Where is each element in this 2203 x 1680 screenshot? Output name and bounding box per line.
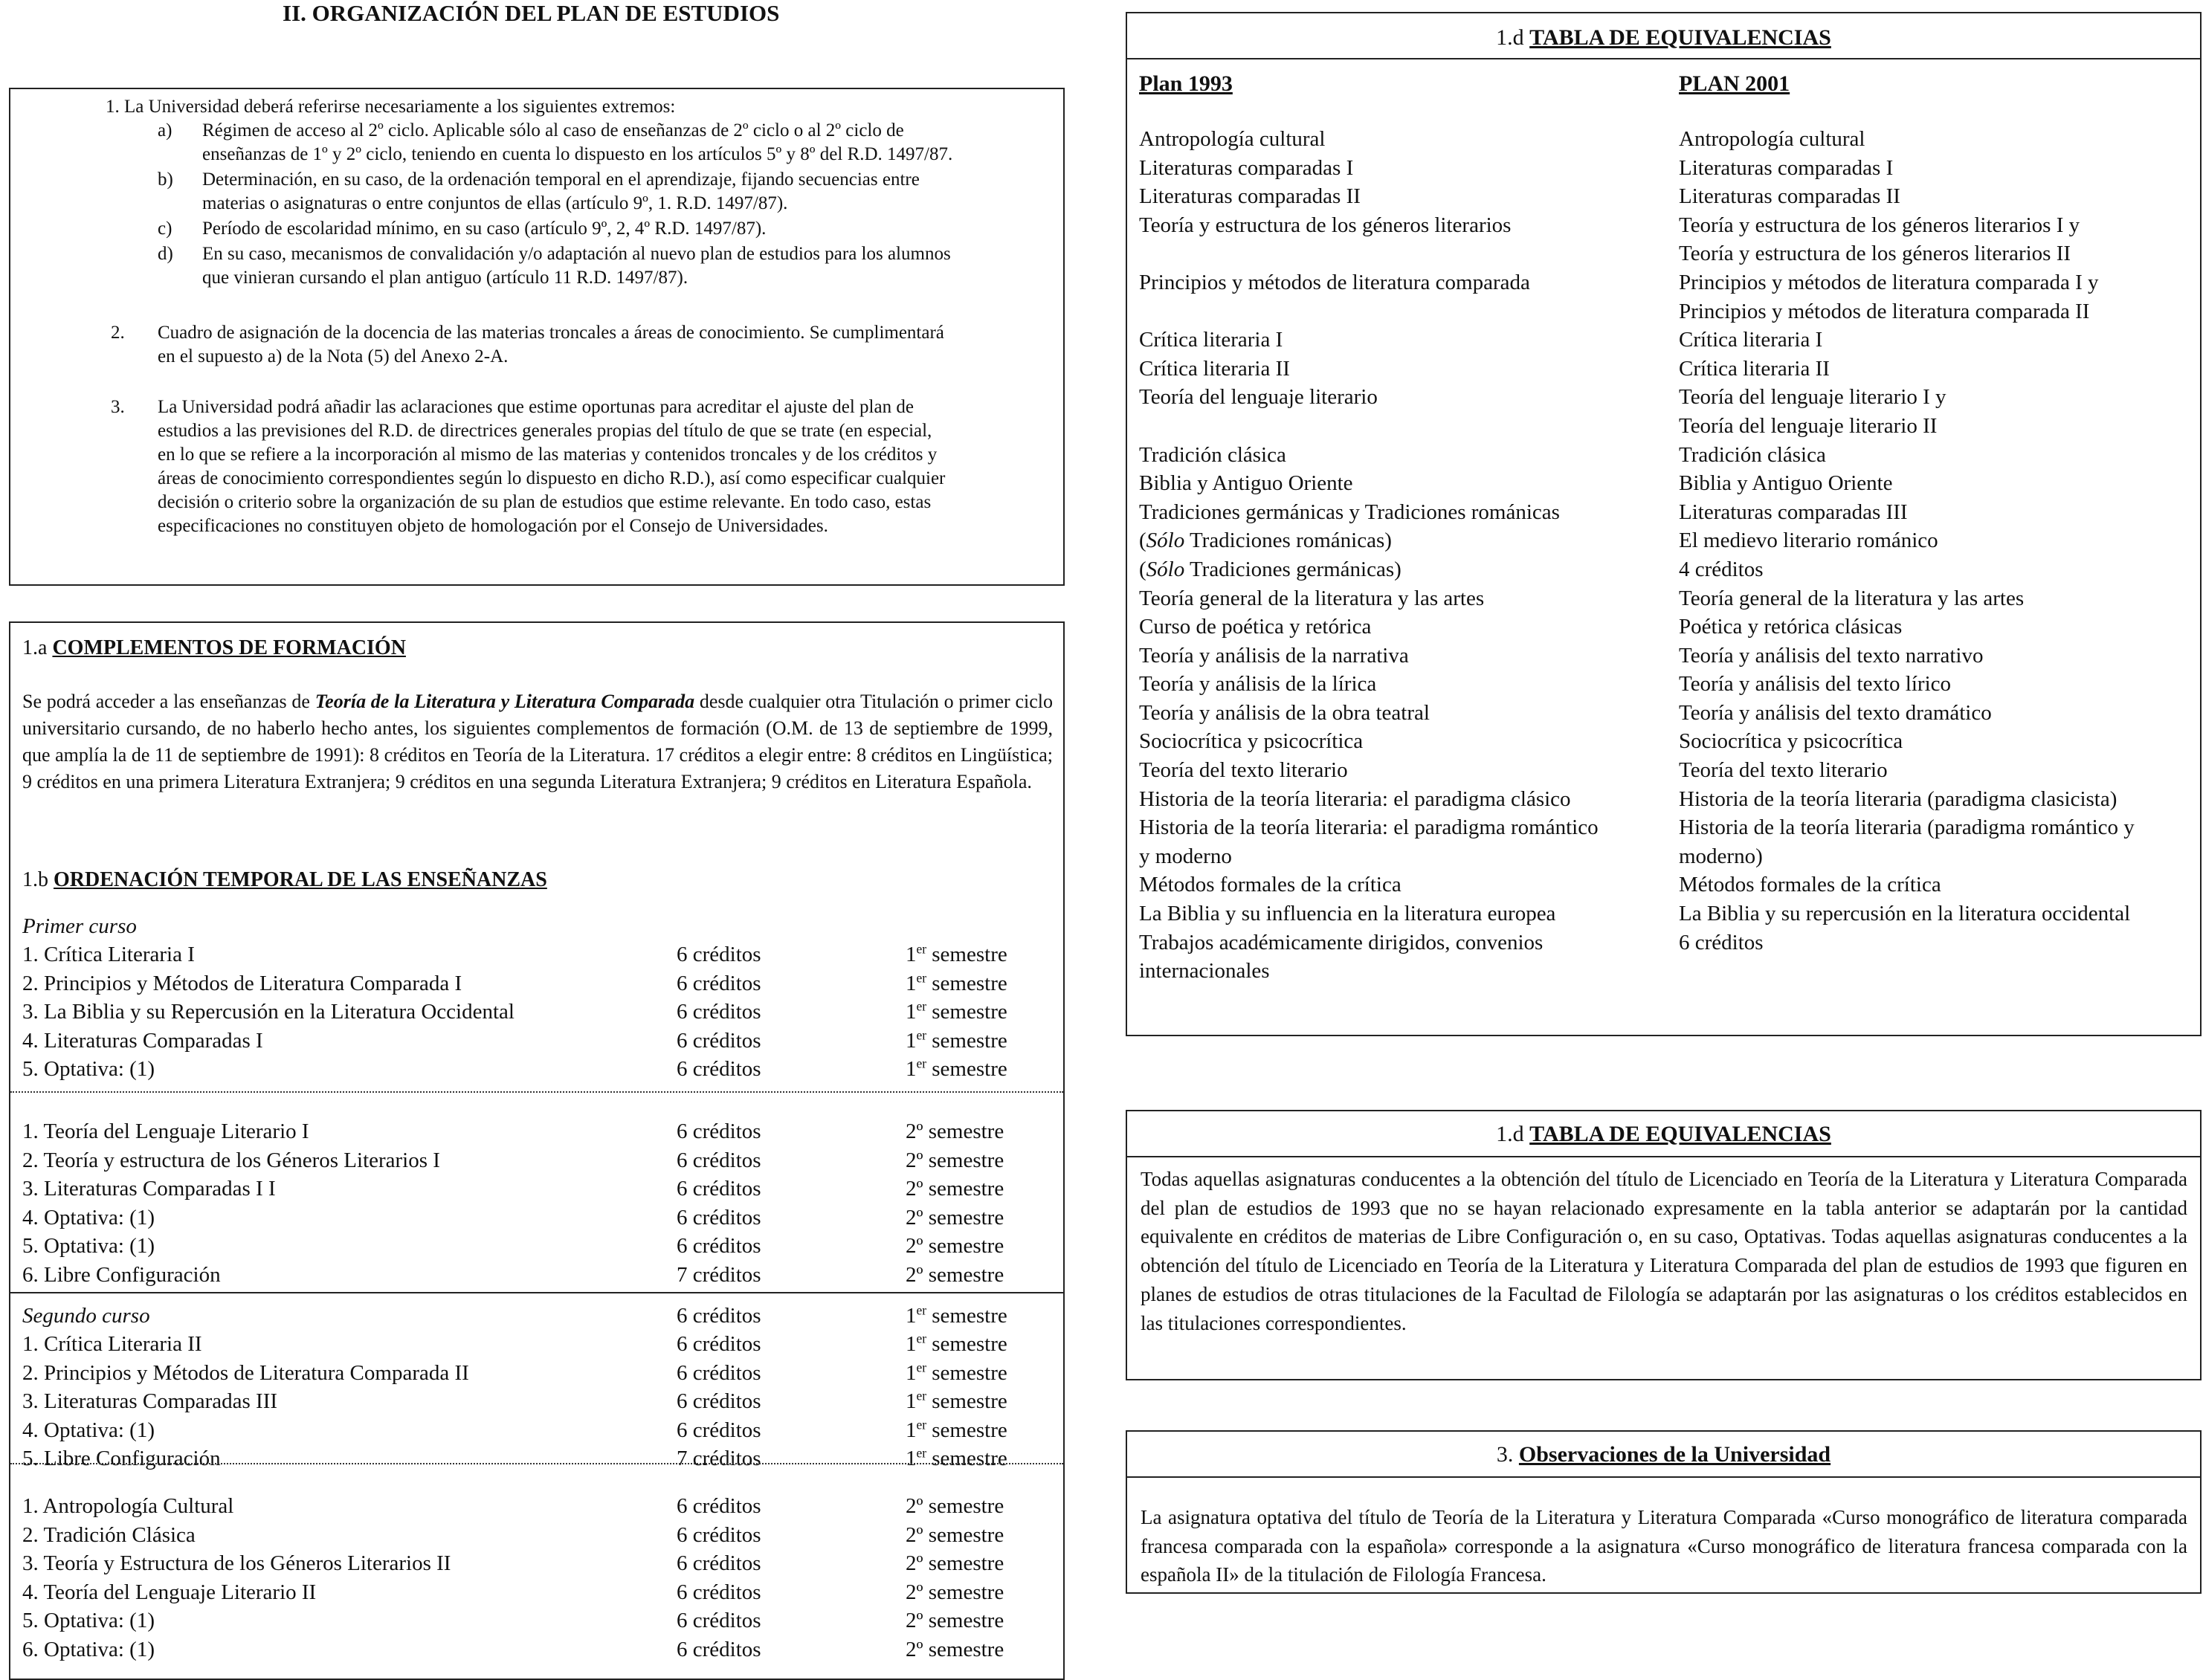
course-semester: 2º semestre [906, 1494, 1004, 1518]
course-row [22, 1636, 1056, 1663]
course-semester: 1er semestre [906, 1417, 1007, 1442]
course-row [22, 1417, 1056, 1444]
ordenacion-heading: 1.b ORDENACIÓN TEMPORAL DE LAS ENSEÑANZAS [22, 868, 547, 891]
ordenacion-title: ORDENACIÓN TEMPORAL DE LAS ENSEÑANZAS [54, 868, 547, 891]
item-text: estudios a las previsiones del R.D. de directrices generales propias del título de que se trate (en especial, [158, 421, 932, 441]
equivalence-line: Teoría y análisis del texto narrativo [1679, 643, 1984, 668]
degree-name: Teoría de la Literatura y Literatura Comparada [315, 691, 695, 712]
item-text: que vinieran cursando el plan antiguo (artículo 11 R.D. 1497/87). [202, 268, 688, 288]
course-semester: 2º semestre [906, 1177, 1004, 1201]
item-text: Período de escolaridad mínimo, en su caso (artículo 9º, 2, 4º R.D. 1497/87). [202, 219, 767, 239]
equivalencias-box [1126, 12, 2202, 1036]
course-row [22, 1056, 1056, 1082]
equivalence-line: Historia de la teoría literaria: el paradigma romántico [1139, 815, 1599, 840]
course-credits: 6 créditos [677, 1028, 761, 1053]
plan-1993-column [1139, 125, 1599, 986]
item-text: Determinación, en su caso, de la ordenación temporal en el aprendizaje, fijando secuencias entre [202, 169, 920, 190]
course-semester: 1er semestre [906, 1359, 1007, 1385]
item-text: en lo que se refiere a la incorporación al mismo de las materias y contenidos troncales y de los créditos y [158, 445, 938, 465]
equivalence-line: Crítica literaria II [1679, 356, 1830, 381]
course-row [22, 1388, 1056, 1415]
course-name: 2. Tradición Clásica [22, 1522, 196, 1547]
equivalence-line: Principios y métodos de literatura comparada [1139, 270, 1530, 294]
equivalence-line: Antropología cultural [1679, 127, 1865, 151]
equivalencias-note-text: Todas aquellas asignaturas conducentes a la obtención del título de Licenciado en Teoría de la Literatura y Literatura Comparada del plan de estudios de 1993 que no se hayan relacionado expresamente en la tabla anterior se adaptarán por la cantidad equivalente en créditos de materias de Libre Configuración o, en su caso, Optativas. Todas aquellas asignaturas conducentes a la obtención del título de Licenciado en Teoría de la Literatura y Literatura Comparada del plan de estudios de 1993 que figuren en planes de estudios de otras titulaciones de la Facultad de Filología se adaptarán por las asignaturas o los créditos establecidos en las titulaciones correspondientes. [1141, 1168, 2187, 1334]
item-text: enseñanzas de 1º y 2º ciclo, teniendo en cuenta lo dispuesto en los artículos 5º y 8º del R.D. 1497/87. [202, 144, 953, 164]
course-row [22, 1147, 1056, 1174]
course-row [22, 1175, 1056, 1202]
course-name: 5. Optativa: (1) [22, 1234, 155, 1259]
complementos-title: COMPLEMENTOS DE FORMACIÓN [52, 636, 406, 659]
course-semester: 2º semestre [906, 1148, 1004, 1172]
equivalence-line: Principios y métodos de literatura comparada II [1679, 299, 2090, 323]
course-credits: 6 créditos [677, 1638, 761, 1661]
course-semester: 1er semestre [906, 1056, 1007, 1082]
course-credits: 6 créditos [677, 1609, 761, 1633]
course-credits: 6 créditos [677, 1205, 761, 1230]
equivalence-line: El medievo literario románico [1679, 529, 1938, 553]
course-semester: 1er semestre [906, 941, 1007, 966]
plan-1993-header: Plan 1993 [1139, 71, 1233, 96]
course-credits: 6 créditos [677, 1000, 761, 1024]
equivalence-line: Sociocrítica y psicocrítica [1679, 729, 1903, 754]
course-name: 3. La Biblia y su Repercusión en la Literatura Occidental [22, 1000, 515, 1024]
course-semester: 1er semestre [906, 998, 1007, 1024]
item-text: áreas de conocimiento correspondientes según lo dispuesto en dicho R.D.), así como especificar cualquier [158, 468, 946, 488]
equivalence-line: moderno) [1679, 844, 1763, 868]
item-label: c) [158, 219, 172, 239]
course-credits: 6 créditos [677, 1148, 761, 1172]
equivalencias-note-title: TABLA DE EQUIVALENCIAS [1529, 1122, 1831, 1146]
course-row [22, 1522, 1056, 1548]
equivalence-line: Sociocrítica y psicocrítica [1139, 729, 1364, 754]
equivalence-line: (Sólo Tradiciones románicas) [1139, 529, 1392, 553]
equivalence-line: Teoría y análisis de la obra teatral [1139, 700, 1430, 725]
equivalence-line: Crítica literaria II [1139, 356, 1290, 381]
course-name: 4. Optativa: (1) [22, 1418, 155, 1442]
item-text: decisión o criterio sobre la organización de su plan de estudios que estime relevante. En todo caso, estas [158, 492, 932, 512]
course-credits: 6 créditos [677, 1389, 761, 1414]
equivalence-line: Literaturas comparadas I [1679, 155, 1894, 180]
course-credits: 6 créditos [677, 971, 761, 995]
item-label: 2. [111, 323, 125, 343]
equivalence-line: internacionales [1139, 959, 1270, 983]
equivalence-line: Historia de la teoría literaria: el paradigma clásico [1139, 786, 1571, 811]
course-name: 1. Crítica Literaria I [22, 943, 195, 966]
equivalence-line: Teoría del lenguaje literario II [1679, 413, 1938, 438]
observaciones-box [1126, 1430, 2202, 1594]
item-label: 3. [111, 397, 125, 417]
course-credits: 6 créditos [677, 1057, 761, 1082]
item-text: en el supuesto a) de la Nota (5) del Anexo 2-A. [158, 346, 509, 366]
equivalence-line: Teoría del lenguaje literario I y [1679, 385, 1946, 410]
course-name: 2. Principios y Métodos de Literatura Comparada II [22, 1360, 469, 1385]
course-credits: 6 créditos [677, 1522, 761, 1547]
equivalence-line: Historia de la teoría literaria (paradigma clasicista) [1679, 786, 2117, 811]
equivalence-line: La Biblia y su repercusión en la literatura occidental [1679, 902, 2131, 926]
course-credits: 6 créditos [677, 1234, 761, 1259]
equivalence-line: Métodos formales de la crítica [1679, 873, 1941, 897]
equivalence-line: Literaturas comparadas II [1139, 184, 1361, 209]
equivalence-line: Curso de poética y retórica [1139, 615, 1372, 639]
course-semester: 2º semestre [906, 1551, 1004, 1576]
equivalence-line: Teoría del lenguaje literario [1139, 385, 1378, 410]
equivalence-line: Literaturas comparadas II [1679, 184, 1900, 209]
course-row [22, 1493, 1056, 1519]
course-row [22, 941, 1056, 968]
course-semester: 2º semestre [906, 1522, 1004, 1547]
course-credits: 7 créditos [677, 1447, 761, 1471]
item-text: La Universidad podrá añadir las aclaraciones que estime oportunas para acreditar el ajuste del plan de [158, 397, 914, 417]
page-title: II. ORGANIZACIÓN DEL PLAN DE ESTUDIOS [283, 0, 780, 26]
course-semester: 2º semestre [906, 1205, 1004, 1230]
course-row [22, 998, 1056, 1025]
divider [10, 1091, 1063, 1093]
equivalence-line: (Sólo Tradiciones germánicas) [1139, 557, 1402, 581]
equivalence-line: Antropología cultural [1139, 127, 1326, 151]
course-semester: 2º semestre [906, 1120, 1004, 1143]
course-credits: 6 créditos [677, 943, 761, 966]
course-credits: 6 créditos [677, 1580, 761, 1604]
equivalence-line: Teoría general de la literatura y las artes [1139, 586, 1485, 610]
course-credits: 7 créditos [677, 1263, 761, 1287]
course-row [22, 1331, 1056, 1357]
course-row [22, 970, 1056, 997]
equivalence-line: 4 créditos [1679, 557, 1764, 581]
equivalence-line: y moderno [1139, 844, 1232, 868]
course-row [22, 1261, 1056, 1288]
equivalence-line: Crítica literaria I [1139, 328, 1283, 352]
equivalence-line: Principios y métodos de literatura comparada I y [1679, 270, 2099, 294]
intro-line: 1. La Universidad deberá referirse necesariamente a los siguientes extremos: [106, 97, 676, 117]
course-name: 2. Principios y Métodos de Literatura Comparada I [22, 971, 462, 995]
equivalence-line: Poética y retórica clásicas [1679, 615, 1903, 639]
course-credits: 6 créditos [677, 1120, 761, 1143]
course-name: 1. Crítica Literaria II [22, 1332, 202, 1356]
equivalence-line: Teoría del texto literario [1679, 758, 1888, 783]
course-row [22, 1579, 1056, 1606]
equivalence-line: Biblia y Antiguo Oriente [1139, 471, 1353, 496]
equivalence-line: Teoría y estructura de los géneros literarios [1139, 213, 1512, 237]
plan-2001-column [1679, 125, 2135, 986]
course-name: 3. Literaturas Comparadas I I [22, 1177, 276, 1201]
course-row [22, 1550, 1056, 1577]
equivalence-line: Tradición clásica [1139, 442, 1286, 467]
course-semester: 1er semestre [906, 1388, 1007, 1414]
course-credits: 6 créditos [677, 1177, 761, 1201]
equivalencias-note-box [1126, 1110, 2202, 1380]
equivalence-line: Crítica literaria I [1679, 328, 1823, 352]
complementos-heading: 1.a COMPLEMENTOS DE FORMACIÓN [22, 636, 406, 659]
equivalencias-title: TABLA DE EQUIVALENCIAS [1529, 25, 1831, 50]
equivalence-line: Teoría y estructura de los géneros literarios I y [1679, 213, 2080, 237]
course-semester: 2º semestre [906, 1638, 1004, 1661]
course-name: 4. Teoría del Lenguaje Literario II [22, 1580, 317, 1604]
course-credits: 6 créditos [677, 1494, 761, 1518]
equivalence-line: Literaturas comparadas I [1139, 155, 1354, 180]
course-semester: 2º semestre [906, 1580, 1004, 1604]
equivalence-line [1139, 412, 1599, 441]
equivalence-line: Historia de la teoría literaria (paradigma romántico y [1679, 815, 2135, 840]
plan-2001-header: PLAN 2001 [1679, 71, 1790, 96]
course-row [22, 1204, 1056, 1231]
divider [10, 1292, 1063, 1293]
complementos-text: Se podrá acceder a las enseñanzas de Teoría de la Literatura y Literatura Comparada desde cualquier otra Titulación o primer ciclo universitario cursando, de no haberlo hecho antes, los siguientes complementos de formación (O.M. de 13 de septiembre de 1999, que amplía la de 11 de septiembre de 1991): 8 créditos en Teoría de la Literatura. 17 créditos a elegir entre: 8 créditos en Lingüística; 9 créditos en una primera Literatura Extranjera; 9 créditos en una segunda Literatura Extranjera; 9 créditos en Literatura Española. [22, 691, 1053, 792]
course-credits: 6 créditos [677, 1332, 761, 1356]
instructions-box [9, 88, 1065, 586]
item-text: En su caso, mecanismos de convalidación y/o adaptación al nuevo plan de estudios para los alumnos [202, 244, 951, 264]
course-name: 1. Antropología Cultural [22, 1494, 234, 1518]
equivalencias-heading: 1.d TABLA DE EQUIVALENCIAS [1127, 13, 2200, 59]
equivalence-line [1139, 239, 1599, 268]
item-text: Cuadro de asignación de la docencia de las materias troncales a áreas de conocimiento. Se cumplimentará [158, 323, 944, 343]
equivalence-line: Teoría del texto literario [1139, 758, 1348, 783]
observaciones-title: Observaciones de la Universidad [1518, 1442, 1831, 1467]
equivalence-line: 6 créditos [1679, 930, 1764, 954]
course-row [22, 1445, 1056, 1472]
equivalence-line [1679, 957, 2135, 986]
course-semester: 2º semestre [906, 1609, 1004, 1633]
course-credits: 6 créditos [677, 1418, 761, 1442]
course-credits: 6 créditos [677, 1551, 761, 1576]
course-name: 2. Teoría y estructura de los Géneros Literarios I [22, 1148, 440, 1172]
course-semester: 1er semestre [906, 1331, 1007, 1356]
course-row [22, 1232, 1056, 1259]
item-text: materias o asignaturas o entre conjuntos de ellas (artículo 9º, 1. R.D. 1497/87). [202, 193, 788, 213]
equivalence-line: Teoría y estructura de los géneros literarios II [1679, 242, 2071, 266]
item-text: especificaciones no constituyen objeto de homologación por el Consejo de Universidades. [158, 516, 828, 536]
course-semester: 2º semestre [906, 1234, 1004, 1259]
course-name: 5. Optativa: (1) [22, 1609, 155, 1633]
divider [10, 1463, 1063, 1464]
segundo-curso-row: Segundo curso 6 créditos 1er semestre [22, 1302, 1007, 1328]
course-semester: 1er semestre [906, 1445, 1007, 1471]
observaciones-text: La asignatura optativa del título de Teoría de la Literatura y Literatura Comparada «Curso monográfico de literatura comparada francesa comparada con la española» corresponde a la asignatura «Curso monográfico de literatura francesa comparada con la española II» de la titulación de Filología Francesa. [1141, 1506, 2187, 1586]
equivalence-line: Trabajos académicamente dirigidos, convenios [1139, 930, 1544, 954]
item-label: d) [158, 244, 173, 264]
course-name: 3. Teoría y Estructura de los Géneros Literarios II [22, 1551, 451, 1576]
equivalence-line: Teoría y análisis del texto dramático [1679, 700, 1992, 725]
course-semester: 2º semestre [906, 1263, 1004, 1287]
course-semester: 1er semestre [906, 1027, 1007, 1053]
equivalence-line: Teoría general de la literatura y las artes [1679, 586, 2025, 610]
course-row [22, 1607, 1056, 1634]
item-label: b) [158, 169, 173, 190]
course-name: 6. Optativa: (1) [22, 1638, 155, 1661]
item-text: Régimen de acceso al 2º ciclo. Aplicable sólo al caso de enseñanzas de 2º ciclo o al 2º ciclo de [202, 120, 904, 140]
course-semester: 1er semestre [906, 969, 1007, 995]
equivalence-line: Teoría y análisis de la lírica [1139, 672, 1377, 697]
course-row [22, 1027, 1056, 1054]
equivalence-line: Tradición clásica [1679, 442, 1826, 467]
observaciones-heading: 3. Observaciones de la Universidad [1127, 1432, 2200, 1478]
plan-box [9, 621, 1065, 1680]
equivalence-line [1139, 297, 1599, 326]
equivalencias-note-heading: 1.d TABLA DE EQUIVALENCIAS [1127, 1111, 2200, 1157]
primer-curso-label: Primer curso [22, 914, 137, 938]
course-row [22, 1360, 1056, 1386]
course-name: 5. Libre Configuración [22, 1447, 221, 1471]
course-credits: 6 créditos [677, 1360, 761, 1385]
equivalence-line: Biblia y Antiguo Oriente [1679, 471, 1893, 496]
equivalence-line: Métodos formales de la crítica [1139, 873, 1402, 897]
equivalence-line: Tradiciones germánicas y Tradiciones románicas [1139, 500, 1560, 524]
course-name: 4. Literaturas Comparadas I [22, 1028, 263, 1053]
equivalence-line: Teoría y análisis de la narrativa [1139, 643, 1409, 668]
course-name: 1. Teoría del Lenguaje Literario I [22, 1120, 309, 1143]
course-name: 6. Libre Configuración [22, 1263, 221, 1287]
equivalence-line: La Biblia y su influencia en la literatura europea [1139, 902, 1556, 926]
equivalence-line: Teoría y análisis del texto lírico [1679, 672, 1951, 697]
course-name: 4. Optativa: (1) [22, 1205, 155, 1230]
equivalence-line: Literaturas comparadas III [1679, 500, 1908, 524]
item-label: a) [158, 120, 172, 140]
course-name: 3. Literaturas Comparadas III [22, 1389, 278, 1414]
course-row [22, 1118, 1056, 1145]
course-name: 5. Optativa: (1) [22, 1057, 155, 1082]
